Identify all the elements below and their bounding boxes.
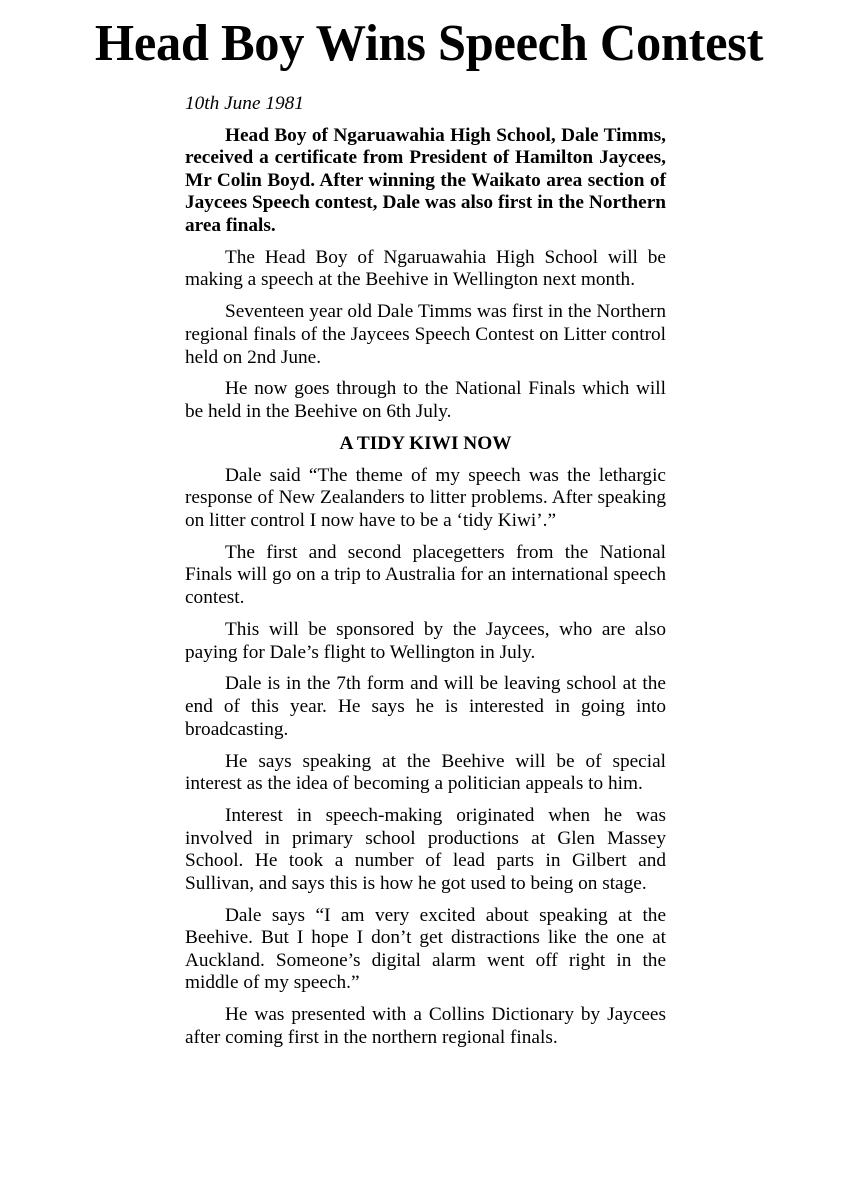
paragraph: Dale says “I am very excited about speaking at the Beehive. But I hope I don’t get distractions like the one at Auckland. Someone’s digital alarm went off right in the middle of my speech.” [185, 904, 666, 994]
paragraph: He says speaking at the Beehive will be of special interest as the idea of becoming a politician appeals to him. [185, 750, 666, 795]
paragraph: He was presented with a Collins Dictionary by Jaycees after coming first in the northern regional finals. [185, 1004, 666, 1048]
paragraph: Dale said “The theme of my speech was the lethargic response of New Zealanders to litter problems. After speaking on litter control I now have to be a ‘tidy Kiwi’.” [185, 464, 666, 531]
lead-paragraph: Head Boy of Ngaruawahia High School, Dale Timms, received a certificate from President of Hamilton Jaycees, Mr Colin Boyd. After winning the Waikato area section of Jaycees Speech contest, Dale was also first in the Northern area finals. [185, 124, 666, 236]
paragraph: This will be sponsored by the Jaycees, who are also paying for Dale’s flight to Wellington in July. [185, 618, 666, 663]
article-date: 10th June 1981 [185, 93, 304, 114]
paragraph: The first and second placegetters from the National Finals will go on a trip to Australia for an international speech contest. [185, 541, 666, 609]
paragraph: He now goes through to the National Finals which will be held in the Beehive on 6th July. [185, 378, 666, 423]
paragraph: Interest in speech-making originated when he was involved in primary school productions at Glen Massey School. He took a number of lead parts in Gilbert and Sullivan, and says this is how he got used to being on stage. [185, 805, 666, 894]
paragraph: The Head Boy of Ngaruawahia High School will be making a speech at the Beehive in Wellington next month. [185, 246, 666, 291]
headline: Head Boy Wins Speech Contest [94, 15, 764, 72]
paragraph: Dale is in the 7th form and will be leaving school at the end of this year. He says he is interested in going into broadcasting. [185, 673, 666, 740]
paragraph: Seventeen year old Dale Timms was first in the Northern regional finals of the Jaycees Speech Contest on Litter control held on 2nd June. [185, 301, 666, 368]
article-body [185, 93, 666, 1059]
subheading: A TIDY KIWI NOW [339, 432, 512, 454]
